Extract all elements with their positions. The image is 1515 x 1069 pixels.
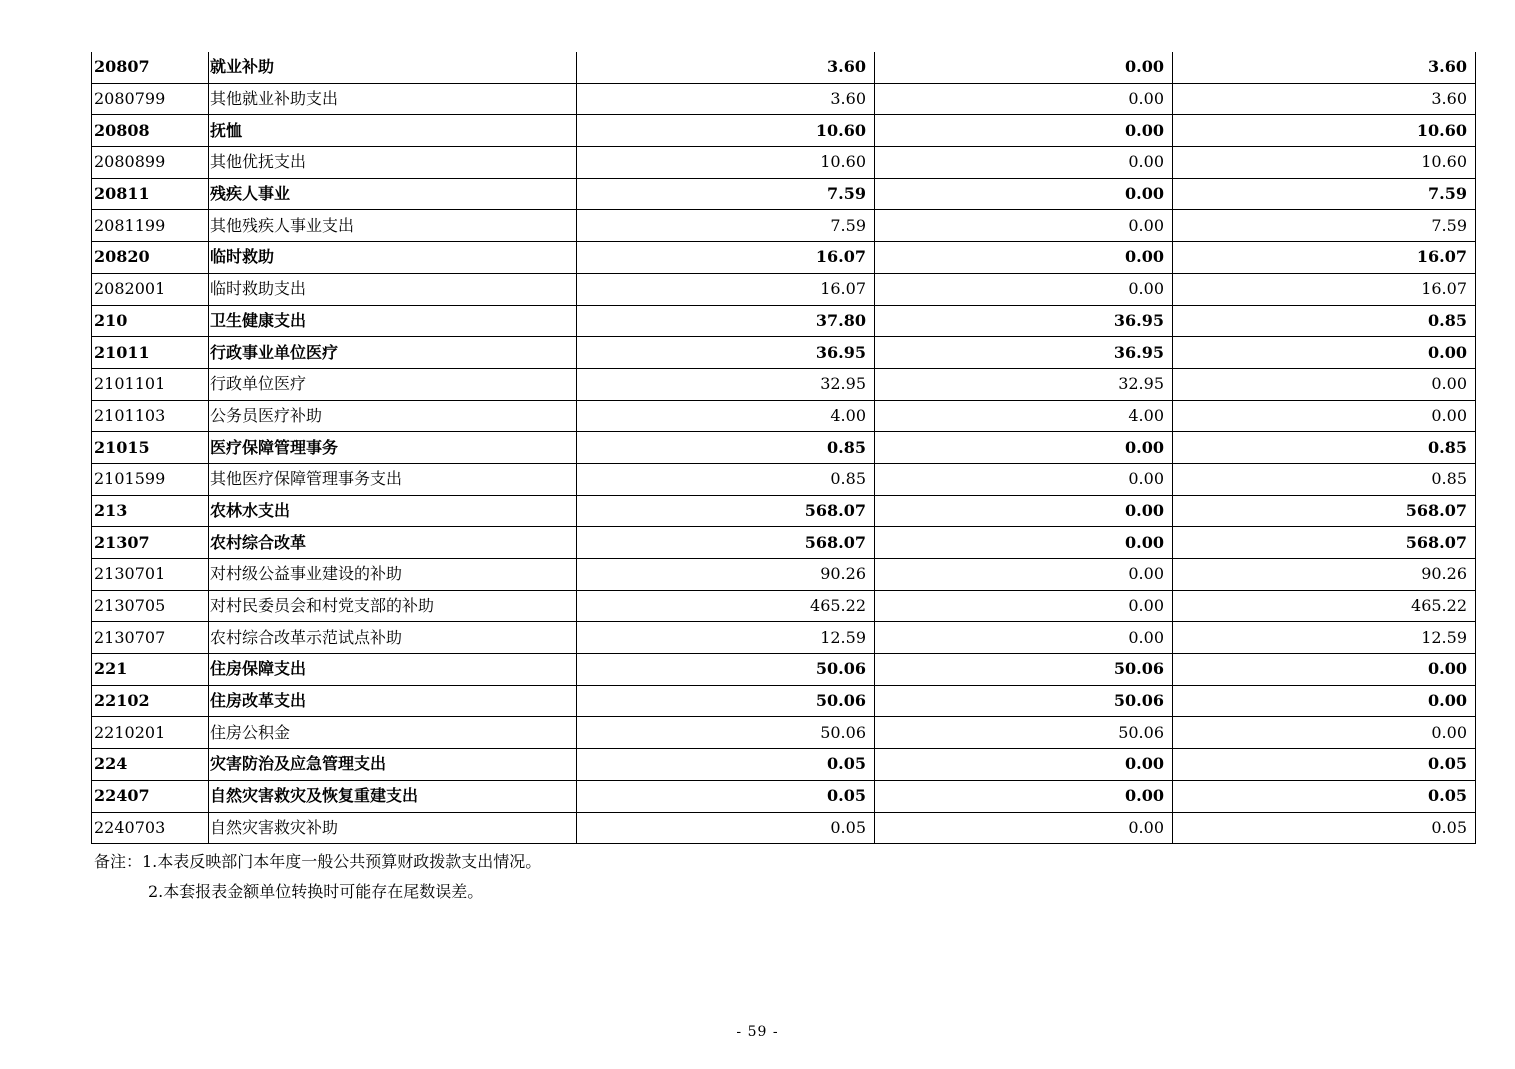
- name-cell: 农村综合改革: [209, 527, 577, 559]
- total-amount-cell: 0.85: [577, 432, 875, 464]
- name-cell: 行政事业单位医疗: [209, 337, 577, 369]
- notes: [94, 847, 541, 907]
- name-cell: 公务员医疗补助: [209, 400, 577, 432]
- code-cell: 2101101: [92, 368, 209, 400]
- basic-expenditure-cell: 0.00: [875, 590, 1173, 622]
- basic-expenditure-cell: 0.00: [875, 432, 1173, 464]
- total-amount-cell: 465.22: [577, 590, 875, 622]
- code-cell: 2080799: [92, 83, 209, 115]
- total-amount-cell: 0.05: [577, 749, 875, 781]
- name-cell: 住房公积金: [209, 717, 577, 749]
- table-row: [92, 654, 1476, 686]
- basic-expenditure-cell: 50.06: [875, 685, 1173, 717]
- total-amount-cell: 10.60: [577, 147, 875, 179]
- basic-expenditure-cell: 0.00: [875, 242, 1173, 274]
- note-line-2: 2.本套报表金额单位转换时可能存在尾数误差。: [148, 882, 484, 901]
- name-cell: 其他就业补助支出: [209, 83, 577, 115]
- name-cell: 医疗保障管理事务: [209, 432, 577, 464]
- code-cell: 213: [92, 495, 209, 527]
- name-cell: 其他优抚支出: [209, 147, 577, 179]
- project-expenditure-cell: 7.59: [1173, 178, 1476, 210]
- total-amount-cell: 0.05: [577, 780, 875, 812]
- table-row: [92, 115, 1476, 147]
- project-expenditure-cell: 3.60: [1173, 52, 1476, 83]
- code-cell: 224: [92, 749, 209, 781]
- basic-expenditure-cell: 0.00: [875, 52, 1173, 83]
- code-cell: 2080899: [92, 147, 209, 179]
- basic-expenditure-cell: 36.95: [875, 305, 1173, 337]
- project-expenditure-cell: 0.00: [1173, 685, 1476, 717]
- code-cell: 210: [92, 305, 209, 337]
- table-row: [92, 749, 1476, 781]
- total-amount-cell: 50.06: [577, 685, 875, 717]
- table-row: [92, 52, 1476, 83]
- total-amount-cell: 12.59: [577, 622, 875, 654]
- note-line-1: 备注：1.本表反映部门本年度一般公共预算财政拨款支出情况。: [94, 852, 542, 871]
- code-cell: 21015: [92, 432, 209, 464]
- code-cell: 2130701: [92, 559, 209, 591]
- basic-expenditure-cell: 0.00: [875, 495, 1173, 527]
- table-row: [92, 368, 1476, 400]
- total-amount-cell: 4.00: [577, 400, 875, 432]
- basic-expenditure-cell: 0.00: [875, 622, 1173, 654]
- basic-expenditure-cell: 0.00: [875, 83, 1173, 115]
- project-expenditure-cell: 16.07: [1173, 242, 1476, 274]
- project-expenditure-cell: 10.60: [1173, 115, 1476, 147]
- code-cell: 2081199: [92, 210, 209, 242]
- basic-expenditure-cell: 0.00: [875, 147, 1173, 179]
- total-amount-cell: 568.07: [577, 495, 875, 527]
- basic-expenditure-cell: 0.00: [875, 527, 1173, 559]
- code-cell: 2101599: [92, 463, 209, 495]
- basic-expenditure-cell: 0.00: [875, 812, 1173, 844]
- table-row: [92, 463, 1476, 495]
- project-expenditure-cell: 0.85: [1173, 432, 1476, 464]
- total-amount-cell: 568.07: [577, 527, 875, 559]
- table-row: [92, 495, 1476, 527]
- project-expenditure-cell: 0.85: [1173, 305, 1476, 337]
- project-expenditure-cell: 16.07: [1173, 273, 1476, 305]
- name-cell: 住房改革支出: [209, 685, 577, 717]
- name-cell: 其他医疗保障管理事务支出: [209, 463, 577, 495]
- total-amount-cell: 3.60: [577, 52, 875, 83]
- table-row: [92, 178, 1476, 210]
- name-cell: 就业补助: [209, 52, 577, 83]
- table-row: [92, 559, 1476, 591]
- name-cell: 自然灾害救灾补助: [209, 812, 577, 844]
- project-expenditure-cell: 0.00: [1173, 337, 1476, 369]
- project-expenditure-cell: 10.60: [1173, 147, 1476, 179]
- total-amount-cell: 37.80: [577, 305, 875, 337]
- code-cell: 22407: [92, 780, 209, 812]
- budget-expenditure-table: [91, 52, 1476, 844]
- basic-expenditure-cell: 0.00: [875, 178, 1173, 210]
- code-cell: 21011: [92, 337, 209, 369]
- code-cell: 20811: [92, 178, 209, 210]
- table-body: [92, 52, 1476, 844]
- basic-expenditure-cell: 36.95: [875, 337, 1173, 369]
- basic-expenditure-cell: 0.00: [875, 115, 1173, 147]
- table-row: [92, 400, 1476, 432]
- basic-expenditure-cell: 0.00: [875, 210, 1173, 242]
- name-cell: 灾害防治及应急管理支出: [209, 749, 577, 781]
- basic-expenditure-cell: 4.00: [875, 400, 1173, 432]
- code-cell: 21307: [92, 527, 209, 559]
- table-row: [92, 147, 1476, 179]
- project-expenditure-cell: 0.05: [1173, 780, 1476, 812]
- project-expenditure-cell: 0.85: [1173, 463, 1476, 495]
- total-amount-cell: 0.05: [577, 812, 875, 844]
- table-row: [92, 83, 1476, 115]
- table-row: [92, 305, 1476, 337]
- project-expenditure-cell: 0.05: [1173, 749, 1476, 781]
- name-cell: 抚恤: [209, 115, 577, 147]
- code-cell: 2082001: [92, 273, 209, 305]
- table-row: [92, 210, 1476, 242]
- table-row: [92, 685, 1476, 717]
- code-cell: 20807: [92, 52, 209, 83]
- project-expenditure-cell: 7.59: [1173, 210, 1476, 242]
- total-amount-cell: 3.60: [577, 83, 875, 115]
- total-amount-cell: 0.85: [577, 463, 875, 495]
- table-row: [92, 812, 1476, 844]
- code-cell: 20820: [92, 242, 209, 274]
- name-cell: 农村综合改革示范试点补助: [209, 622, 577, 654]
- name-cell: 卫生健康支出: [209, 305, 577, 337]
- project-expenditure-cell: 568.07: [1173, 527, 1476, 559]
- table-row: [92, 337, 1476, 369]
- table-row: [92, 527, 1476, 559]
- basic-expenditure-cell: 0.00: [875, 780, 1173, 812]
- code-cell: 2210201: [92, 717, 209, 749]
- table-row: [92, 590, 1476, 622]
- name-cell: 住房保障支出: [209, 654, 577, 686]
- total-amount-cell: 7.59: [577, 178, 875, 210]
- total-amount-cell: 10.60: [577, 115, 875, 147]
- total-amount-cell: 16.07: [577, 273, 875, 305]
- project-expenditure-cell: 0.00: [1173, 368, 1476, 400]
- name-cell: 行政单位医疗: [209, 368, 577, 400]
- basic-expenditure-cell: 0.00: [875, 559, 1173, 591]
- total-amount-cell: 32.95: [577, 368, 875, 400]
- table-row: [92, 242, 1476, 274]
- basic-expenditure-cell: 0.00: [875, 273, 1173, 305]
- total-amount-cell: 50.06: [577, 717, 875, 749]
- name-cell: 临时救助: [209, 242, 577, 274]
- table-row: [92, 717, 1476, 749]
- code-cell: 2130705: [92, 590, 209, 622]
- basic-expenditure-cell: 50.06: [875, 654, 1173, 686]
- total-amount-cell: 90.26: [577, 559, 875, 591]
- name-cell: 残疾人事业: [209, 178, 577, 210]
- code-cell: 2240703: [92, 812, 209, 844]
- project-expenditure-cell: 0.00: [1173, 717, 1476, 749]
- name-cell: 农林水支出: [209, 495, 577, 527]
- project-expenditure-cell: 0.05: [1173, 812, 1476, 844]
- basic-expenditure-cell: 50.06: [875, 717, 1173, 749]
- project-expenditure-cell: 3.60: [1173, 83, 1476, 115]
- total-amount-cell: 36.95: [577, 337, 875, 369]
- code-cell: 2101103: [92, 400, 209, 432]
- table-row: [92, 780, 1476, 812]
- code-cell: 22102: [92, 685, 209, 717]
- name-cell: 自然灾害救灾及恢复重建支出: [209, 780, 577, 812]
- name-cell: 对村民委员会和村党支部的补助: [209, 590, 577, 622]
- table-row: [92, 432, 1476, 464]
- project-expenditure-cell: 0.00: [1173, 654, 1476, 686]
- table-row: [92, 273, 1476, 305]
- project-expenditure-cell: 90.26: [1173, 559, 1476, 591]
- project-expenditure-cell: 465.22: [1173, 590, 1476, 622]
- name-cell: 对村级公益事业建设的补助: [209, 559, 577, 591]
- basic-expenditure-cell: 32.95: [875, 368, 1173, 400]
- total-amount-cell: 16.07: [577, 242, 875, 274]
- basic-expenditure-cell: 0.00: [875, 463, 1173, 495]
- page-number: - 59 -: [736, 1024, 779, 1040]
- project-expenditure-cell: 12.59: [1173, 622, 1476, 654]
- total-amount-cell: 50.06: [577, 654, 875, 686]
- name-cell: 其他残疾人事业支出: [209, 210, 577, 242]
- total-amount-cell: 7.59: [577, 210, 875, 242]
- name-cell: 临时救助支出: [209, 273, 577, 305]
- table-row: [92, 622, 1476, 654]
- basic-expenditure-cell: 0.00: [875, 749, 1173, 781]
- project-expenditure-cell: 0.00: [1173, 400, 1476, 432]
- project-expenditure-cell: 568.07: [1173, 495, 1476, 527]
- code-cell: 2130707: [92, 622, 209, 654]
- code-cell: 221: [92, 654, 209, 686]
- code-cell: 20808: [92, 115, 209, 147]
